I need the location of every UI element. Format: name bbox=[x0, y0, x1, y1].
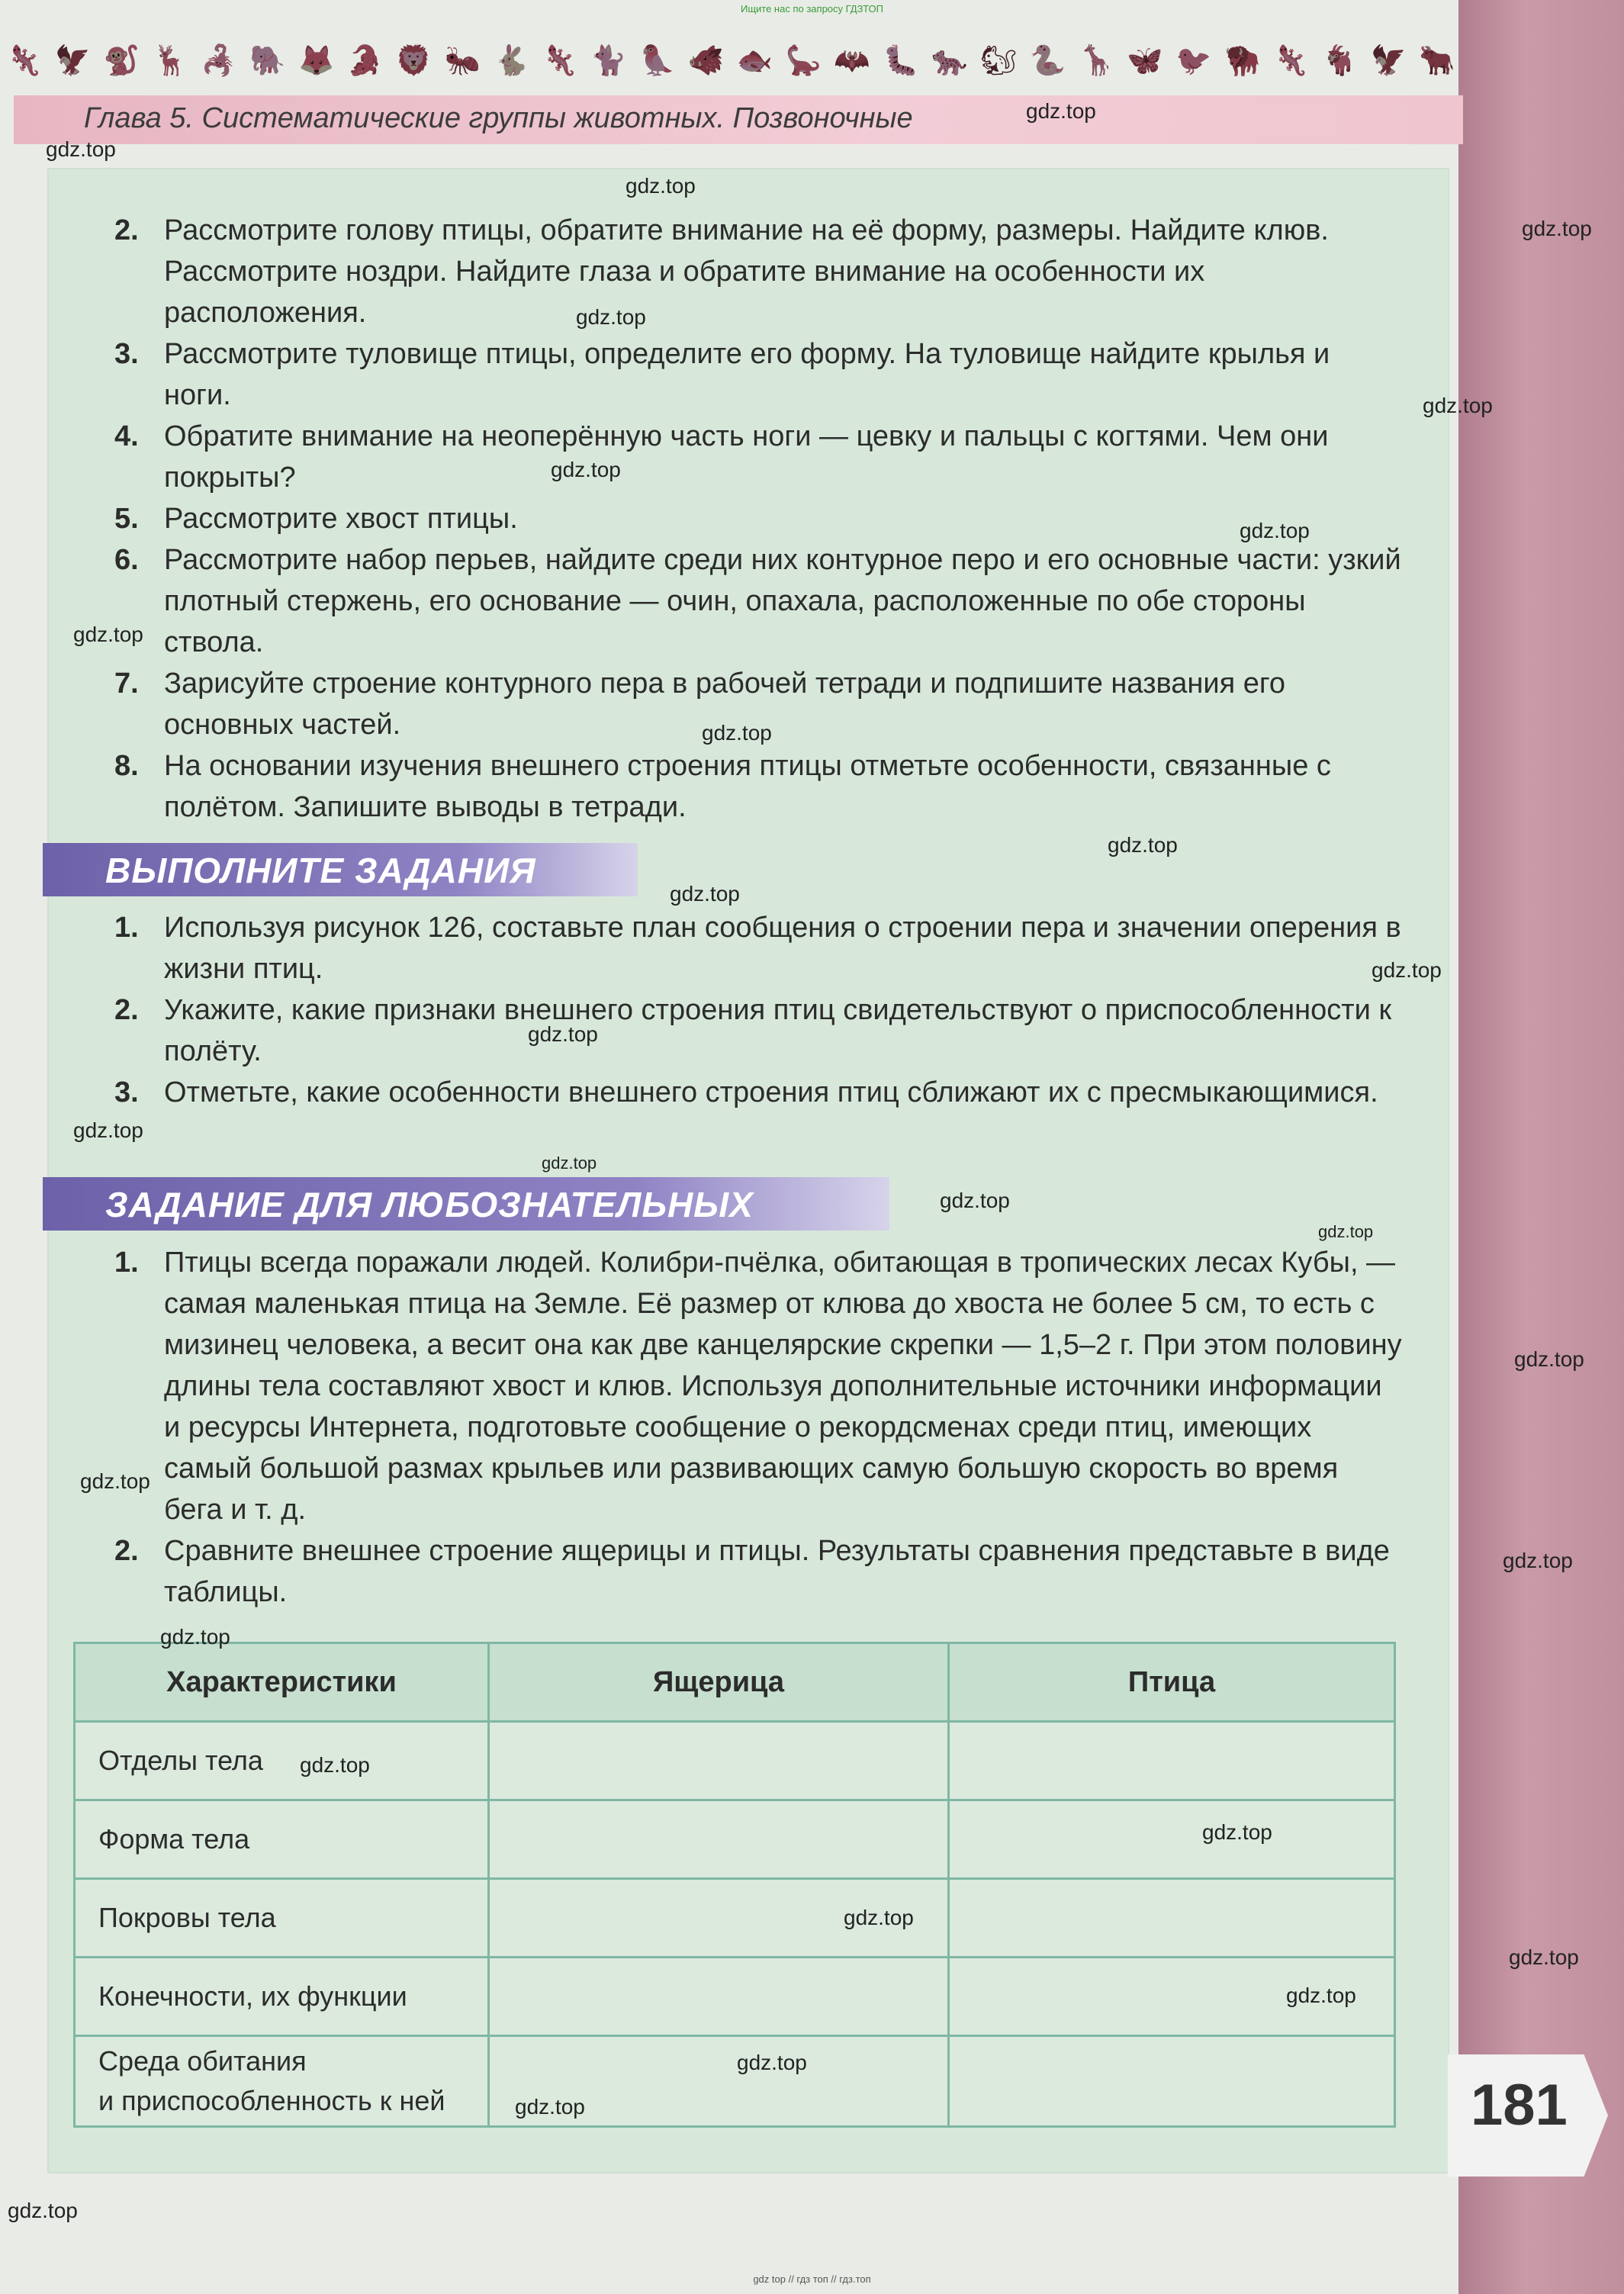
list-item: 7. Зарисуйте строение контурного пера в рабочей тетради и подпишите названия его основных частей. bbox=[114, 668, 1286, 741]
tasks-banner-title: ВЫПОЛНИТЕ ЗАДАНИЯ bbox=[105, 851, 536, 890]
watermark: gdz.top bbox=[8, 2199, 78, 2222]
table-cell bbox=[949, 2036, 1395, 2127]
table-cell bbox=[489, 1958, 949, 2036]
watermark: gdz.top bbox=[737, 2051, 807, 2074]
animal-silhouette-strip bbox=[6, 40, 1455, 82]
bottom-note: gdz top // гдз топ // гдз.топ bbox=[753, 2273, 871, 2285]
curious-banner-title: ЗАДАНИЕ ДЛЯ ЛЮБОЗНАТЕЛЬНЫХ bbox=[105, 1185, 754, 1224]
animal-icon: 🦎 bbox=[1272, 45, 1310, 77]
watermark: gdz.top bbox=[1202, 1820, 1272, 1844]
animal-icon: 🦬 bbox=[1224, 45, 1261, 77]
table-cell bbox=[489, 1722, 949, 1800]
watermark: gdz.top bbox=[625, 174, 696, 198]
watermark: gdz.top bbox=[551, 458, 621, 481]
animal-icon: 🦒 bbox=[1078, 45, 1114, 77]
watermark: gdz.top bbox=[80, 1469, 150, 1493]
animal-icon: 🐒 bbox=[103, 45, 140, 77]
animal-icon: 🦇 bbox=[834, 45, 870, 77]
curious-list bbox=[114, 1242, 1404, 1613]
table-row bbox=[75, 2036, 1395, 2127]
watermark: gdz.top bbox=[1522, 217, 1592, 240]
tasks-list bbox=[114, 907, 1404, 1113]
table-cell bbox=[949, 1800, 1395, 1879]
column-header: Птица bbox=[949, 1643, 1395, 1722]
animal-icon: 🐦 bbox=[1175, 45, 1212, 77]
table-row bbox=[75, 1958, 1395, 2036]
list-item: 1. Птицы всегда поражали людей. Колибри-пчёлка, обитающая в тропических лесах Кубы, — самая маленькая птица на Земле. Её размер от клюва до хвоста не более 5 см, то есть с мизинец человека, а весит она как две канцелярские скрепки — 1,5–2 г. При этом половину длины тела составляют хвост и клюв. Используя дополнительные источники информации и ресурсы Интернета, подготовьте сообщение о рекордсменах среди птиц, имеющих самый большой размах крыльев или развивающих самую большую скорость во время бега и т. д. bbox=[114, 1247, 1402, 1526]
watermark: gdz.top bbox=[1372, 958, 1442, 982]
table-cell: Среда обитания и приспособленность к ней bbox=[75, 2036, 489, 2127]
watermark: gdz.top bbox=[1026, 99, 1096, 123]
animal-icon: 🐈 bbox=[590, 45, 627, 77]
animal-icon: 🦜 bbox=[638, 45, 676, 77]
page-number: 181 bbox=[1471, 2073, 1568, 2138]
animal-icon: 🦋 bbox=[1127, 45, 1163, 77]
watermark: gdz.top bbox=[1286, 1984, 1356, 2007]
list-item: 8. На основании изучения внешнего строения птицы отметьте особенности, связанные с полётом. Запишите выводы в тетради. bbox=[114, 750, 1331, 823]
animal-icon: 🦎 bbox=[6, 45, 43, 77]
animal-icon: 🦊 bbox=[298, 45, 335, 77]
watermark: gdz.top bbox=[844, 1906, 914, 1929]
animal-icon: 🦕 bbox=[785, 45, 822, 77]
table-cell bbox=[489, 1800, 949, 1879]
list-item: 3. Отметьте, какие особенности внешнего строения птиц сближают их с пресмыкающимися. bbox=[114, 1076, 1378, 1108]
watermark: gdz.top bbox=[73, 623, 143, 646]
table-cell: Отделы тела bbox=[75, 1722, 489, 1800]
list-item: 3. Рассмотрите туловище птицы, определите его форму. На туловище найдите крылья и ноги. bbox=[114, 338, 1330, 411]
list-item: 2. Укажите, какие признаки внешнего строения птиц свидетельствуют о приспособленности к полёту. bbox=[114, 994, 1392, 1067]
table-header-row bbox=[75, 1643, 1395, 1722]
animal-icon: 🦂 bbox=[201, 45, 237, 77]
watermark: gdz.top bbox=[940, 1189, 1010, 1212]
animal-icon: 🦁 bbox=[395, 45, 433, 77]
animal-icon: 🦅 bbox=[54, 45, 92, 77]
animal-icon: 🦅 bbox=[1370, 45, 1407, 77]
watermark: gdz.top bbox=[542, 1153, 597, 1173]
list-item: 2. Рассмотрите голову птицы, обратите внимание на её форму, размеры. Найдите клюв. Рассмотрите ноздри. Найдите глаза и обратите внимание на особенности их расположения. bbox=[114, 214, 1329, 329]
table-cell: Форма тела bbox=[75, 1800, 489, 1879]
animal-icon: 🐂 bbox=[1419, 45, 1455, 77]
watermark: gdz.top bbox=[1503, 1549, 1573, 1572]
chapter-title: Глава 5. Систематические группы животных. Позвоночные bbox=[84, 102, 913, 134]
animal-icon: 🐐 bbox=[1321, 45, 1359, 77]
table-row bbox=[75, 1879, 1395, 1958]
watermark: gdz.top bbox=[160, 1625, 230, 1649]
animal-icon: 🐜 bbox=[444, 45, 481, 77]
animal-icon: 🦎 bbox=[542, 45, 578, 77]
animal-icon: 🐿 bbox=[979, 45, 1018, 77]
watermark: gdz.top bbox=[670, 882, 740, 906]
animal-icon: 🐘 bbox=[249, 45, 286, 77]
animal-icon: 🐆 bbox=[931, 45, 968, 77]
table-cell: Конечности, их функции bbox=[75, 1958, 489, 2036]
watermark: gdz.top bbox=[1509, 1945, 1579, 1969]
watermark: gdz.top bbox=[1318, 1222, 1374, 1241]
column-header: Характеристики bbox=[75, 1643, 489, 1722]
watermark: gdz.top bbox=[528, 1022, 598, 1046]
watermark: gdz.top bbox=[1514, 1347, 1584, 1371]
animal-icon: 🐟 bbox=[736, 45, 773, 77]
animal-icon: 🐛 bbox=[883, 45, 919, 77]
comparison-table bbox=[73, 1642, 1396, 2128]
table-row bbox=[75, 1722, 1395, 1800]
watermark: gdz.top bbox=[576, 305, 646, 329]
animal-icon: 🐊 bbox=[346, 45, 384, 77]
list-item: 5. Рассмотрите хвост птицы. bbox=[114, 503, 518, 535]
watermark: gdz.top bbox=[1423, 394, 1493, 417]
watermark: gdz.top bbox=[1108, 833, 1178, 857]
watermark: gdz.top bbox=[46, 137, 116, 161]
table-cell: Покровы тела bbox=[75, 1879, 489, 1958]
watermark: gdz.top bbox=[1240, 519, 1310, 542]
list-item: 4. Обратите внимание на неоперённую часть ноги — цевку и пальцы с когтями. Чем они покрыты? bbox=[114, 420, 1329, 494]
animal-icon: 🐗 bbox=[687, 45, 725, 77]
animal-icon: 🦌 bbox=[152, 45, 188, 77]
animal-icon: 🐇 bbox=[493, 45, 529, 77]
top-note: Ищите нас по запросу ГДЗТОП bbox=[740, 3, 883, 14]
animal-icon: 🐍 bbox=[1029, 45, 1066, 77]
table-cell bbox=[949, 1722, 1395, 1800]
watermark: gdz.top bbox=[73, 1118, 143, 1142]
column-header: Ящерица bbox=[489, 1643, 949, 1722]
list-item: 2. Сравните внешнее строение ящерицы и птицы. Результаты сравнения представьте в виде таблицы. bbox=[114, 1535, 1390, 1608]
table-row bbox=[75, 1800, 1395, 1879]
watermark: gdz.top bbox=[702, 721, 772, 745]
table-cell bbox=[949, 1879, 1395, 1958]
watermark: gdz.top bbox=[515, 2095, 585, 2119]
list-item: 1. Используя рисунок 126, составьте план сообщения о строении пера и значении оперения в жизни птиц. bbox=[114, 912, 1401, 985]
list-item: 6. Рассмотрите набор перьев, найдите среди них контурное перо и его основные части: узкий плотный стержень, его основание — очин, опахала, расположенные по обе стороны ствола. bbox=[114, 544, 1401, 658]
watermark: gdz.top bbox=[300, 1753, 370, 1777]
